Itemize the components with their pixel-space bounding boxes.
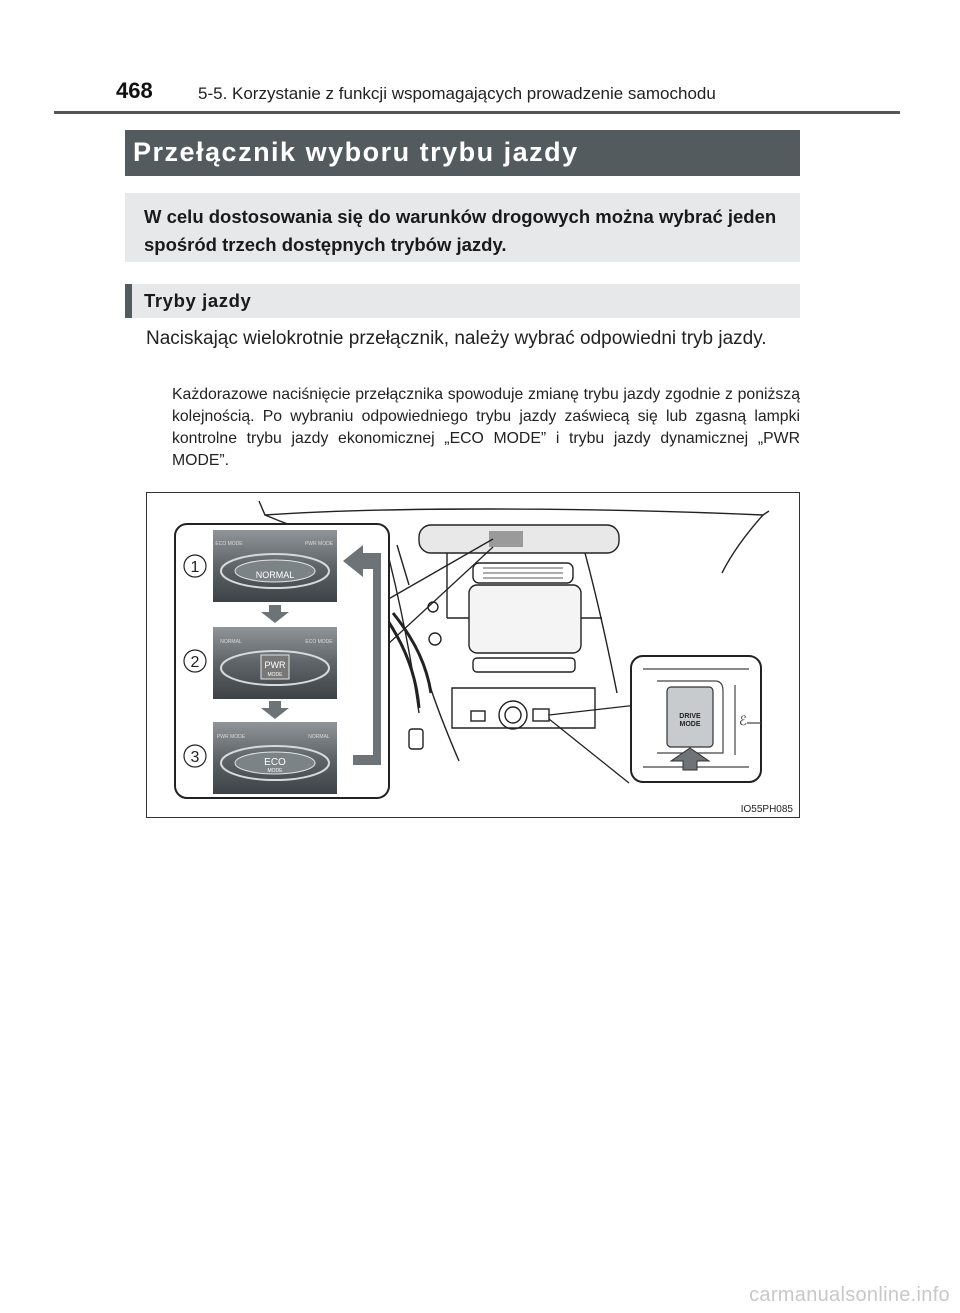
- step-paragraph: Naciskając wielokrotnie przełącznik, należy wybrać odpowiedni tryb jazdy.: [146, 328, 767, 349]
- svg-text:DRIVE: DRIVE: [679, 713, 701, 720]
- running-head: 5-5. Korzystanie z funkcji wspomagających prowadzenie samochodu: [198, 84, 716, 103]
- watermark: carmanualsonline.info: [749, 1284, 950, 1306]
- drive-mode-illustration: [147, 493, 799, 817]
- svg-text:PWR MODE: PWR MODE: [216, 734, 246, 740]
- screen-pwr-mode: [213, 627, 337, 699]
- svg-text:MODE: MODE: [267, 672, 283, 678]
- svg-text:MODE: MODE: [679, 721, 701, 728]
- svg-text:ECO: ECO: [264, 757, 286, 768]
- page-header: [0, 0, 960, 114]
- callout-2: [184, 650, 206, 672]
- intro-text: W celu dostosowania się do warunków drogowych można wybrać jeden spośród trzech dostępnych trybów jazdy.: [144, 206, 777, 255]
- section-title-bar: [125, 130, 800, 176]
- svg-text:NORMAL: NORMAL: [255, 570, 295, 580]
- svg-text:1: 1: [190, 559, 200, 576]
- svg-text:NORMAL: NORMAL: [308, 734, 330, 740]
- svg-text:3: 3: [190, 749, 200, 766]
- screen-eco-mode: [213, 722, 337, 794]
- page-number: 468: [116, 78, 153, 103]
- screen-normal-mode: [213, 530, 337, 602]
- svg-text:MODE: MODE: [267, 768, 283, 774]
- drive-mode-figure: [146, 492, 800, 818]
- header-rule: [54, 111, 900, 114]
- section-title: Przełącznik wyboru trybu jazdy: [133, 137, 579, 167]
- svg-text:PWR MODE: PWR MODE: [304, 541, 334, 547]
- svg-text:PWR: PWR: [264, 660, 286, 670]
- svg-text:2: 2: [190, 654, 200, 671]
- subsection-title: Tryby jazdy: [144, 290, 252, 311]
- intro-box: [125, 193, 800, 262]
- figure-code: IO55PH085: [740, 804, 793, 815]
- note-paragraph: Każdorazowe naciśnięcie przełącznika spowoduje zmianę trybu jazdy zgodnie z poniższą kolejnością. Po wybraniu odpowiedniego trybu jazdy zaświecą się lub zgasną lampki kontrolne trybu jazdy ekonomicznej „ECO MODE” i trybu jazdy dynamicznej „PWR MODE”.: [172, 386, 800, 469]
- svg-text:ECO MODE: ECO MODE: [305, 639, 333, 645]
- eco-leaf-icon: ℰ: [739, 713, 747, 728]
- subsection-heading: [125, 284, 800, 318]
- svg-text:NORMAL: NORMAL: [220, 639, 242, 645]
- callout-1: [184, 555, 206, 577]
- svg-text:ECO MODE: ECO MODE: [215, 541, 243, 547]
- subsection-marker: [125, 284, 132, 318]
- callout-3: [184, 745, 206, 767]
